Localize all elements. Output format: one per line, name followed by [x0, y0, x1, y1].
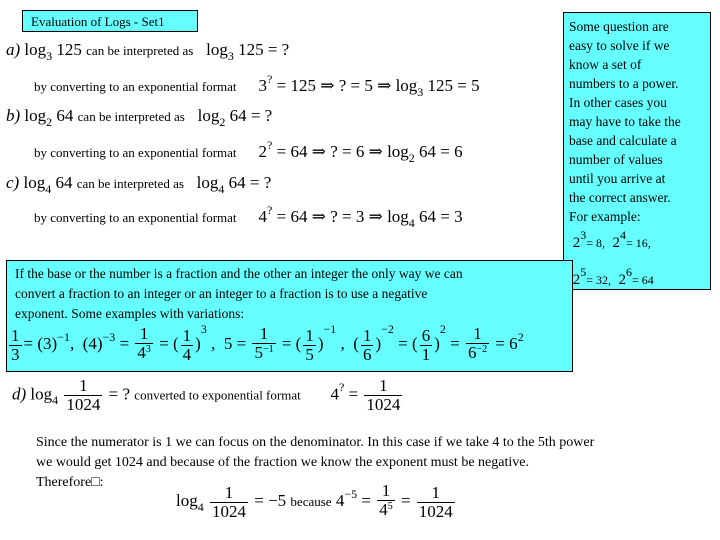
exp-sup: −1	[323, 321, 337, 336]
fraction-box-line: convert a fraction to an integer or an integer to a fraction is to use a negative	[15, 286, 428, 301]
exp-base: 4	[330, 384, 339, 404]
numerator: 1	[210, 484, 248, 503]
den-base: 6	[467, 343, 477, 362]
numerator: 6	[421, 325, 431, 345]
fraction-box-line: exponent. Some examples with variations:	[15, 306, 245, 321]
numerator: 1	[252, 325, 275, 344]
part-c-conversion	[34, 203, 463, 230]
comma: ,	[340, 333, 345, 353]
result-sub: 3	[417, 85, 424, 99]
ex-exp: 5	[580, 265, 587, 279]
explanation-line: Therefore□:	[36, 475, 104, 490]
log-text: log	[196, 173, 219, 192]
question-rhs: 64 = ?	[228, 173, 272, 192]
final-equation	[176, 482, 457, 522]
log-base: 4	[52, 393, 59, 408]
part-d-question	[12, 377, 404, 414]
result-rest: 64 = 6	[419, 142, 463, 161]
denominator: 1024	[418, 501, 453, 521]
log-text: log	[24, 106, 47, 125]
side-note-line: In other cases you	[569, 95, 667, 110]
eq-text: 5 =	[223, 333, 247, 353]
log-base: 3	[46, 49, 53, 63]
fraction	[252, 325, 275, 365]
fraction	[361, 327, 374, 364]
interp-text: can be interpreted as	[77, 109, 185, 124]
eq-text: (4)	[82, 333, 103, 353]
fraction-examples: $\frac{1}{3}$ = $(3)^{-1}$, $(4)^{-3}$ = $\frac{1}{4^3}$ = ( $\frac{1}{4}$ )$^3$ , 5 = $\frac{1}{5^{-1}}$ = ( $\frac{1}{5}$ )$^{-1}$ , ( $\frac{1}{6}$ )$^{-2}$ = ( $\frac{6}{1}$ )$^2$ = $\frac{1}{6^{-2}}$ = $6^2$	[11, 321, 524, 364]
convert-text: by converting to an exponential format	[34, 79, 237, 94]
side-note-line: until you arrive at	[569, 171, 666, 186]
log-base: 3	[227, 49, 234, 63]
numerator: 1	[364, 377, 402, 396]
side-note-line: base and calculate a	[569, 133, 677, 148]
numerator: 1	[362, 325, 372, 345]
result-sub: 4	[408, 216, 415, 230]
ex-base: 2	[618, 272, 627, 288]
interp-text: can be interpreted as	[76, 176, 184, 191]
part-a-conversion	[34, 72, 480, 99]
exp-sup: 2	[439, 321, 446, 336]
den-base: 4	[137, 343, 146, 362]
title-box	[22, 10, 198, 32]
side-note-line: the correct answer.	[569, 190, 671, 205]
log-text: log	[176, 490, 198, 510]
numerator: 1	[182, 325, 192, 345]
log-base: 4	[197, 499, 204, 514]
denominator: 3	[11, 344, 20, 364]
log-base: 4	[45, 182, 52, 196]
exp-sup: 3	[200, 321, 207, 336]
denominator	[135, 344, 153, 365]
part-a-label: a)	[6, 40, 21, 59]
exp-sup: −1	[57, 329, 70, 344]
exp-sup: −2	[381, 321, 394, 336]
denominator: 6	[362, 344, 372, 364]
equals: =	[400, 490, 411, 510]
side-note-line: easy to solve if we	[569, 38, 670, 53]
log-text: log	[24, 40, 47, 59]
numerator: 1	[64, 377, 102, 396]
ex-result: = 8,	[586, 236, 606, 250]
side-note-line: Some question are	[569, 19, 669, 34]
exp-base: 3	[258, 76, 268, 95]
numerator: 1	[11, 325, 20, 345]
result-rest: 125 = 5	[427, 76, 480, 95]
exp-rest: = 64 ⇒ ? = 3 ⇒ log	[276, 207, 409, 226]
side-note-examples-row1	[569, 228, 705, 253]
den-exp: −2	[476, 344, 488, 355]
eq-text: = (3)	[23, 333, 58, 353]
part-a-question	[6, 40, 290, 63]
side-note-line: For example:	[569, 209, 641, 224]
exp-sup: ?	[267, 72, 273, 86]
denominator: 1024	[366, 395, 401, 414]
comma: ,	[69, 333, 75, 353]
equals: =	[361, 490, 371, 510]
fraction	[135, 325, 153, 365]
explanation-line: Since the numerator is 1 we can focus on the denominator. In this case if we take 4 to the 5th power	[36, 435, 595, 450]
ex-result: = 32,	[586, 273, 612, 287]
part-b-question	[6, 106, 273, 129]
exp-rest: = 64 ⇒ ? = 6 ⇒ log	[276, 142, 409, 161]
eq-text: = −5	[254, 490, 287, 510]
fraction	[466, 325, 489, 365]
log-base: 4	[218, 182, 225, 196]
converted-text: converted to exponential format	[134, 387, 301, 403]
exp-sup: ?	[267, 203, 273, 217]
log-base: 2	[46, 115, 53, 129]
question-rhs: 125 = ?	[238, 40, 290, 59]
log-arg: 64	[56, 106, 74, 125]
numerator: 1	[135, 325, 153, 344]
log-arg: 125	[56, 40, 82, 59]
because-text: because	[290, 493, 332, 509]
exp-sup: ?	[267, 138, 273, 152]
exp-base: 2	[258, 142, 268, 161]
exp-base: 4	[335, 490, 345, 510]
log-text: log	[30, 384, 53, 404]
fraction-box-line: If the base or the number is a fraction and the other an integer the only way we can	[15, 266, 463, 281]
den-base: 5	[254, 343, 263, 362]
numerator: 1	[466, 325, 489, 344]
equals: =	[281, 333, 292, 353]
denominator	[466, 344, 489, 365]
den-base: 4	[379, 500, 388, 519]
ex-result: = 16,	[626, 236, 651, 250]
denominator: 1024	[66, 395, 101, 414]
fraction	[364, 377, 402, 414]
exp-rest: = 125 ⇒ ? = 5 ⇒ log	[276, 76, 418, 95]
fraction	[377, 482, 395, 522]
ex-exp: 6	[626, 265, 633, 279]
denominator	[377, 501, 395, 522]
denominator: 4	[182, 344, 192, 364]
fraction-box	[6, 260, 573, 372]
ex-base: 2	[612, 235, 621, 251]
eq-text: = ?	[108, 384, 131, 404]
part-b-conversion	[34, 138, 463, 165]
denominator: 1024	[211, 501, 246, 521]
numerator: 1	[305, 325, 314, 345]
exp-base: 4	[258, 207, 268, 226]
result-sub: 2	[408, 151, 415, 165]
side-note-line: may have to take the	[569, 114, 681, 129]
exp-sup: ?	[338, 380, 345, 395]
fraction	[417, 484, 455, 521]
side-note-examples-row2	[569, 265, 705, 290]
fraction	[303, 327, 316, 364]
side-note-box	[563, 12, 711, 290]
log-text: log	[206, 40, 228, 59]
exp-sup: −5	[344, 486, 358, 501]
page-title: Evaluation of Logs - Set1	[31, 14, 165, 29]
denominator: 1	[421, 344, 431, 364]
den-exp: −1	[262, 344, 274, 355]
fraction	[420, 327, 433, 364]
exp-sup: 2	[517, 329, 524, 344]
ex-result: = 64	[632, 273, 654, 287]
side-note-line: numbers to a power.	[569, 76, 679, 91]
convert-text: by converting to an exponential format	[34, 145, 237, 160]
denominator: 5	[305, 344, 314, 364]
numerator: 1	[417, 484, 455, 503]
log-text: log	[23, 173, 46, 192]
ex-exp: 4	[620, 228, 627, 242]
equals: =	[450, 333, 460, 353]
part-d-label: d)	[12, 384, 27, 404]
interp-text: can be interpreted as	[86, 43, 194, 58]
result-rest: 64 = 3	[419, 207, 463, 226]
equals: =	[159, 333, 169, 353]
explanation-line: we would get 1024 and because of the fraction we know the exponent must be negative.	[36, 455, 529, 470]
convert-text: by converting to an exponential format	[34, 210, 237, 225]
log-arg: 64	[55, 173, 73, 192]
denominator	[252, 344, 275, 365]
equals: =	[119, 333, 130, 353]
comma: ,	[211, 333, 216, 353]
part-c-question	[6, 173, 272, 196]
fraction	[9, 327, 22, 364]
fraction	[64, 377, 102, 414]
side-note-line: number of values	[569, 152, 663, 167]
log-base: 2	[219, 115, 226, 129]
equals: =	[398, 333, 408, 353]
part-b-label: b)	[6, 106, 21, 125]
eq-text: = 6	[495, 333, 518, 353]
den-exp: 3	[145, 344, 151, 355]
part-c-label: c)	[6, 173, 20, 192]
question-rhs: 64 = ?	[229, 106, 273, 125]
den-exp: 5	[387, 501, 393, 512]
log-text: log	[197, 106, 220, 125]
fraction	[181, 327, 194, 364]
equals: =	[348, 384, 359, 404]
ex-exp: 3	[580, 228, 587, 242]
numerator: 1	[377, 482, 395, 501]
fraction	[210, 484, 248, 521]
exp-sup: −3	[102, 329, 116, 344]
side-note-line: know a set of	[569, 57, 642, 72]
ex-base: 2	[572, 235, 581, 251]
ex-base: 2	[572, 272, 581, 288]
